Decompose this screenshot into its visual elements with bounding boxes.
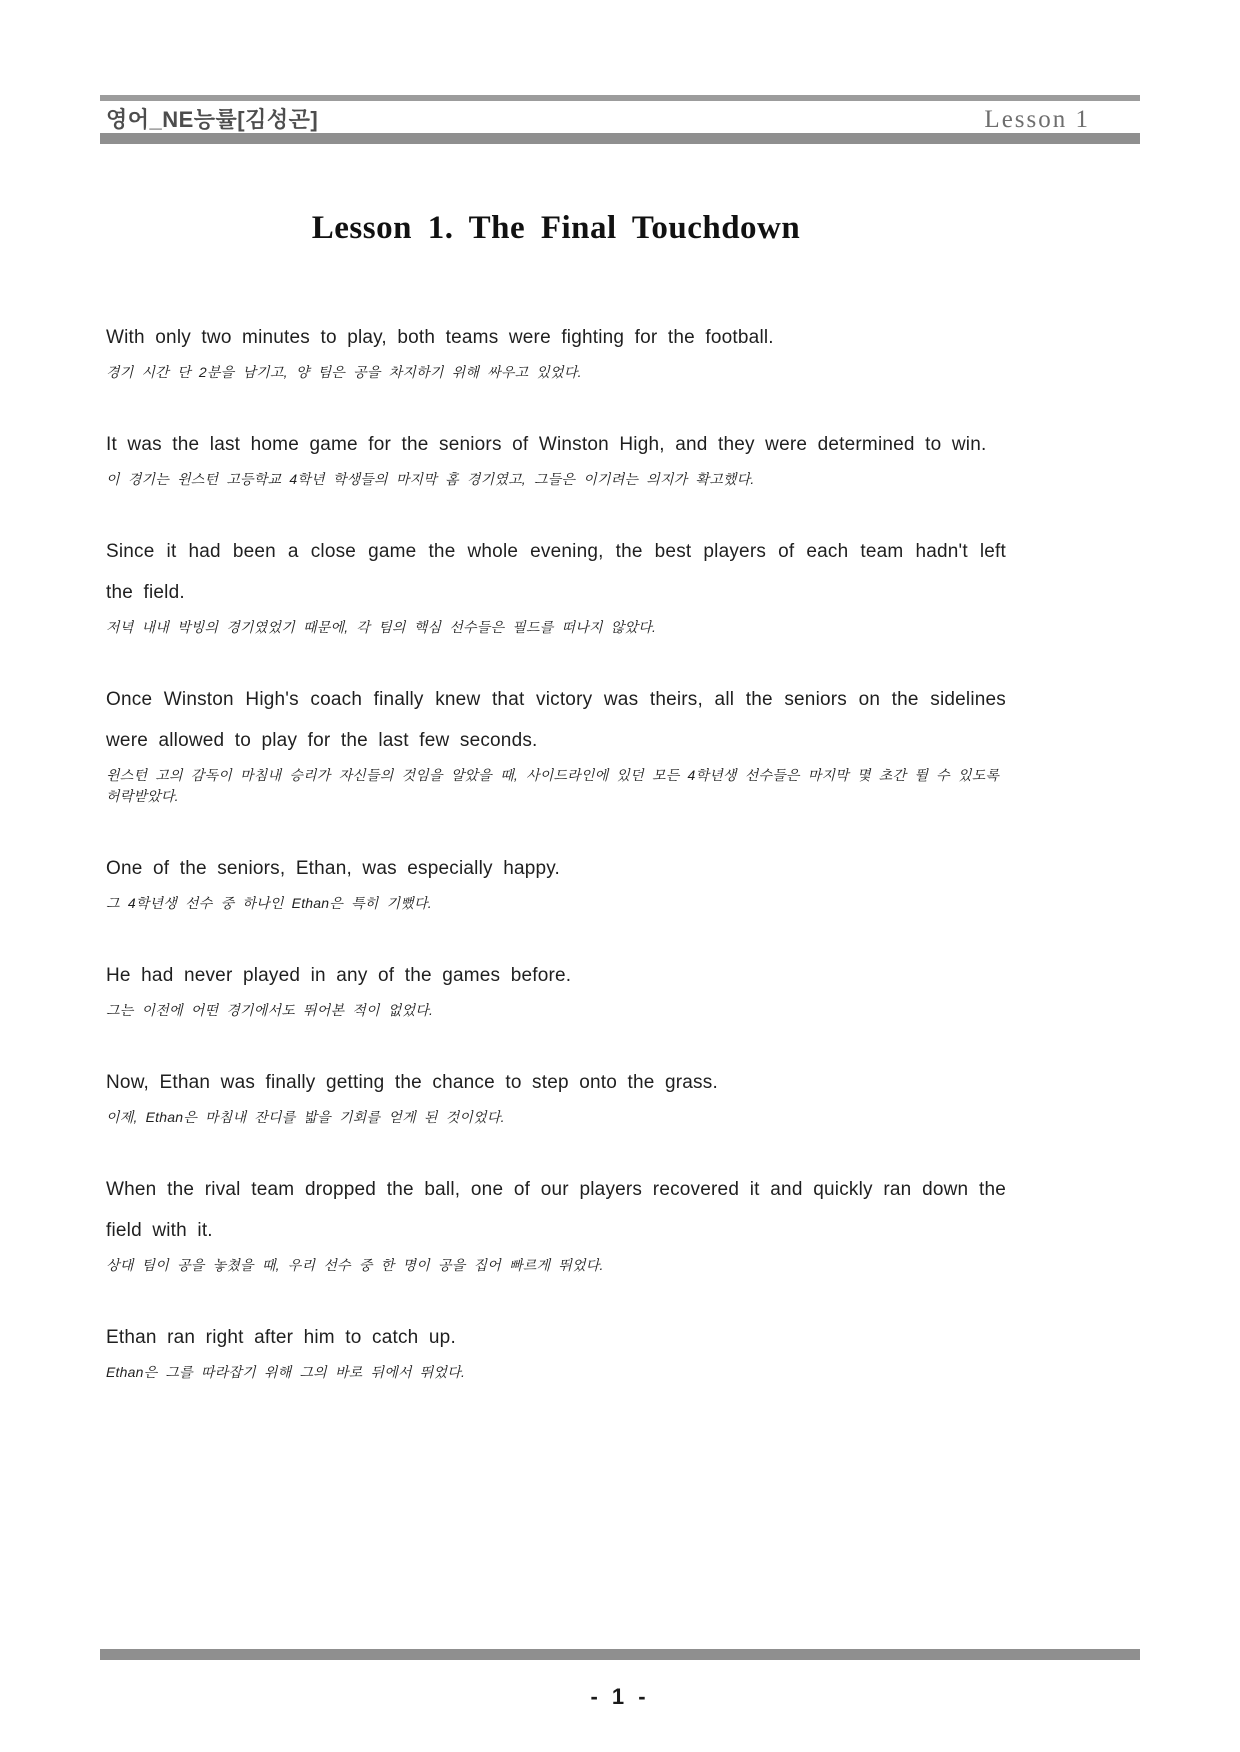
sentence-block [106,679,1006,807]
page-number: - 1 - [590,1684,650,1709]
english-sentence: He had never played in any of the games before. [106,965,572,986]
korean-translation: Ethan은 그를 따라잡기 위해 그의 바로 뒤에서 뛰었다. [106,1364,466,1380]
english-sentence: One of the seniors, Ethan, was especially happy. [106,858,561,879]
korean-translation: 윈스턴 고의 감독이 마침내 승리가 자신들의 것임을 알았을 때, 사이드라인에 있던 모든 4학년생 선수들은 마지막 몇 초간 뛸 수 있도록 허락받았다. [106,767,1000,804]
sentence-block [106,531,1006,638]
sentence-block [106,1169,1006,1276]
header-lesson-label: Lesson 1 [984,106,1090,133]
sentence-block [106,955,1006,1021]
sentence-block [106,1062,1006,1128]
header-row [106,103,1090,131]
english-sentence: Now, Ethan was finally getting the chance to step onto the grass. [106,1072,718,1093]
sentence-block [106,1317,1006,1383]
header-rule-top [100,95,1140,101]
paragraph-list [106,317,1006,1383]
english-sentence: With only two minutes to play, both teams were fighting for the football. [106,327,774,348]
header-rule-bottom [100,133,1140,144]
footer-rule [100,1649,1140,1660]
english-sentence: Ethan ran right after him to catch up. [106,1327,456,1348]
english-sentence: It was the last home game for the seniors of Winston High, and they were determined to win. [106,434,987,455]
english-sentence: When the rival team dropped the ball, one of our players recovered it and quickly ran down the field with it. [106,1179,1006,1241]
sentence-block [106,317,1006,383]
korean-translation: 상대 팀이 공을 놓쳤을 때, 우리 선수 중 한 명이 공을 집어 빠르게 뛰었다. [106,1257,604,1273]
sentence-block [106,848,1006,914]
korean-translation: 그는 이전에 어떤 경기에서도 뛰어본 적이 없었다. [106,1002,434,1018]
korean-translation: 저녁 내내 박빙의 경기였었기 때문에, 각 팀의 핵심 선수들은 필드를 떠나지 않았다. [106,619,657,635]
page-header [0,0,1240,144]
lesson-title: Lesson 1. The Final Touchdown [311,210,801,246]
header-subject-label: 영어_NE능률[김성곤] [106,107,319,132]
korean-translation: 경기 시간 단 2분을 남기고, 양 팀은 공을 차지하기 위해 싸우고 있었다. [106,364,582,380]
korean-translation: 그 4학년생 선수 중 하나인 Ethan은 특히 기뻤다. [106,895,432,911]
page-footer [0,1649,1240,1710]
english-sentence: Since it had been a close game the whole evening, the best players of each team hadn't left the field. [106,541,1006,603]
korean-translation: 이제, Ethan은 마침내 잔디를 밟을 기회를 얻게 된 것이었다. [106,1109,505,1125]
sentence-block [106,424,1006,490]
english-sentence: Once Winston High's coach finally knew that victory was theirs, all the seniors on the sidelines were allowed to play for the last few seconds. [106,689,1006,751]
korean-translation: 이 경기는 윈스턴 고등학교 4학년 학생들의 마지막 홈 경기였고, 그들은 이기려는 의지가 확고했다. [106,471,755,487]
